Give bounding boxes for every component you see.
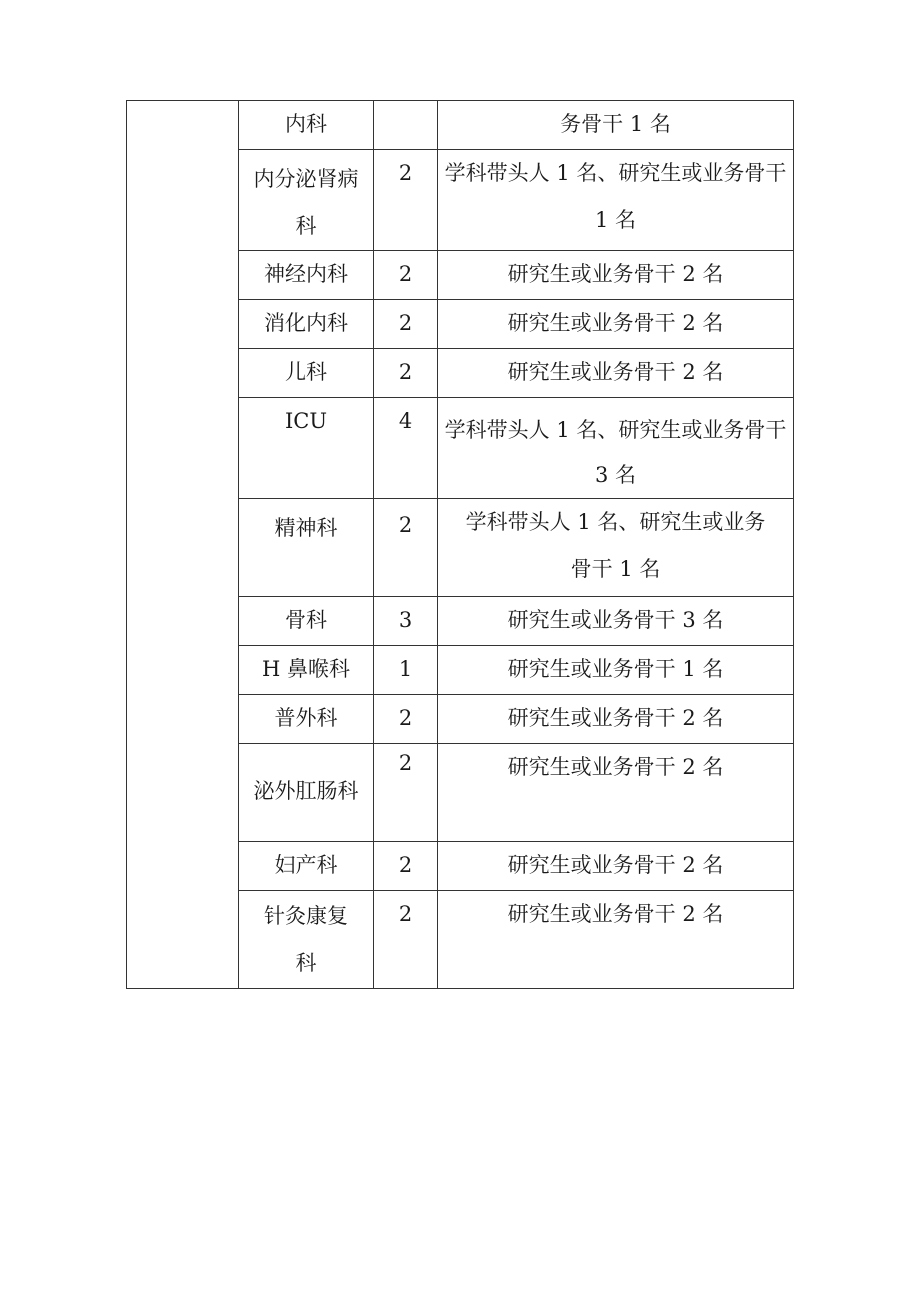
department-cell: 精神科: [239, 499, 374, 597]
requirement-cell: 研究生或业务骨干 2 名: [438, 300, 794, 349]
department-cell: 内科: [239, 101, 374, 150]
department-cell: 神经内科: [239, 251, 374, 300]
recruitment-table: [126, 100, 794, 989]
table-row: [127, 101, 794, 150]
category-cell: [127, 101, 239, 989]
requirement-cell: 研究生或业务骨干 2 名: [438, 891, 794, 989]
requirement-cell: 研究生或业务骨干 2 名: [438, 349, 794, 398]
count-cell: 1: [374, 646, 438, 695]
count-cell: 2: [374, 349, 438, 398]
count-cell: 2: [374, 251, 438, 300]
count-cell: 2: [374, 499, 438, 597]
count-cell: 2: [374, 150, 438, 251]
count-cell: 2: [374, 695, 438, 744]
department-cell: 儿科: [239, 349, 374, 398]
department-cell: 针灸康复科: [239, 891, 374, 989]
count-cell: 2: [374, 842, 438, 891]
department-cell: 消化内科: [239, 300, 374, 349]
requirement-cell: 学科带头人 1 名、研究生或业务骨干 3 名: [438, 398, 794, 499]
count-cell: 4: [374, 398, 438, 499]
requirement-cell: 学科带头人 1 名、研究生或业务骨干 1 名: [438, 150, 794, 251]
requirement-cell: 研究生或业务骨干 2 名: [438, 842, 794, 891]
requirement-cell: 研究生或业务骨干 1 名: [438, 646, 794, 695]
department-cell: ICU: [239, 398, 374, 499]
requirement-cell: 研究生或业务骨干 3 名: [438, 597, 794, 646]
department-cell: 内分泌肾病科: [239, 150, 374, 251]
count-cell: 2: [374, 891, 438, 989]
count-cell: 2: [374, 744, 438, 842]
department-cell: 妇产科: [239, 842, 374, 891]
count-cell: [374, 101, 438, 150]
requirement-cell: 研究生或业务骨干 2 名: [438, 251, 794, 300]
requirement-cell: 务骨干 1 名: [438, 101, 794, 150]
requirement-cell: 研究生或业务骨干 2 名: [438, 695, 794, 744]
department-cell: 泌外肛肠科: [239, 744, 374, 842]
requirement-cell: 研究生或业务骨干 2 名: [438, 744, 794, 842]
department-cell: 骨科: [239, 597, 374, 646]
count-cell: 2: [374, 300, 438, 349]
count-cell: 3: [374, 597, 438, 646]
department-cell: 普外科: [239, 695, 374, 744]
requirement-cell: 学科带头人 1 名、研究生或业务骨干 1 名: [438, 499, 794, 597]
department-cell: H 鼻喉科: [239, 646, 374, 695]
